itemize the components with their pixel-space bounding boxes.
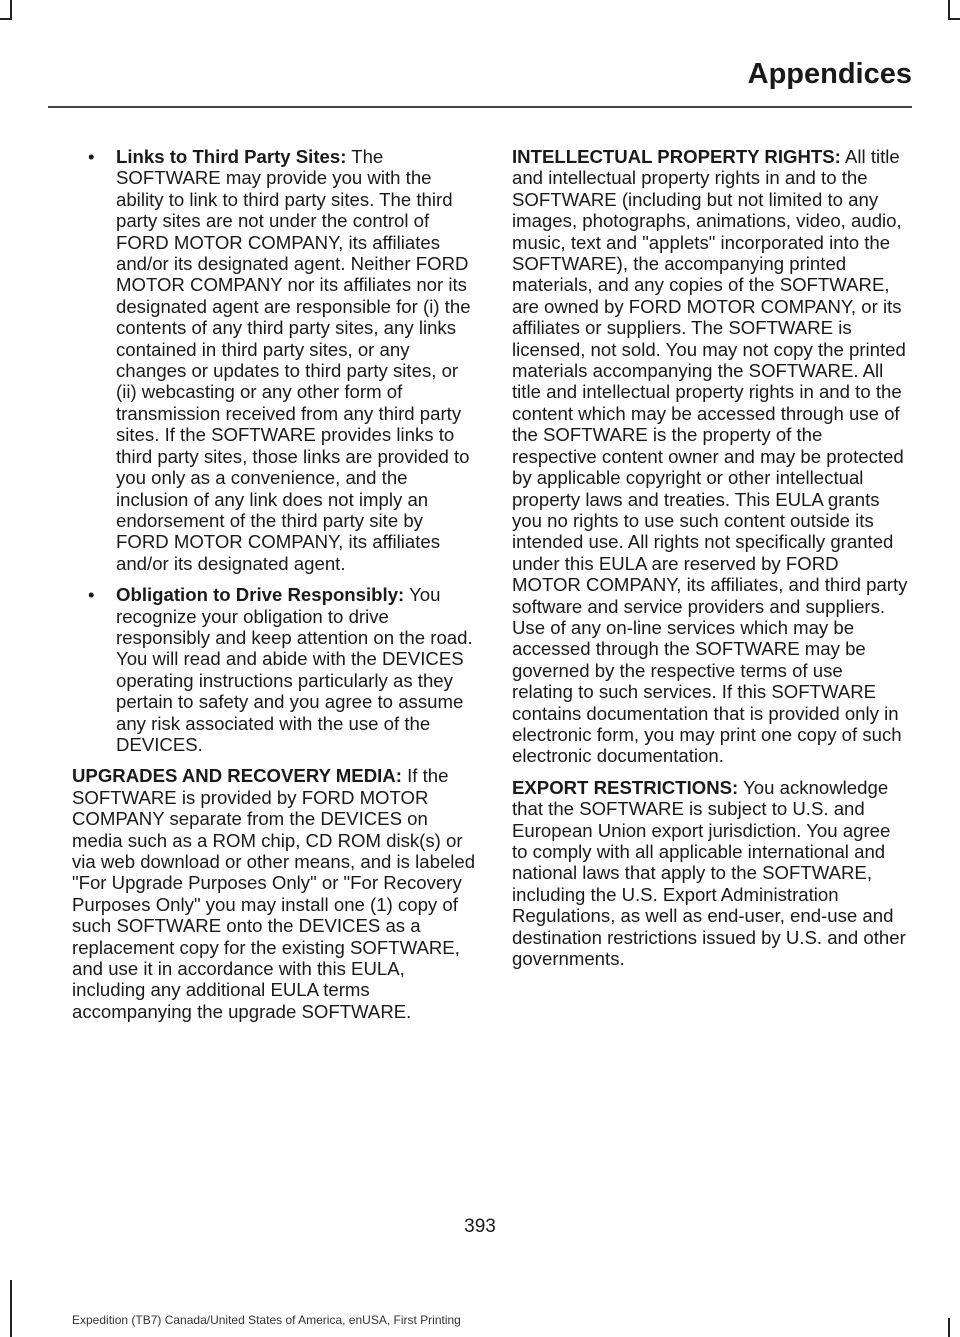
crop-mark-bottom-left [10, 1280, 12, 1337]
header-divider [48, 106, 912, 108]
bullet-item [72, 146, 476, 574]
section-heading: UPGRADES AND RECOVERY MEDIA: [72, 765, 402, 787]
bullet-dot: • [88, 146, 95, 167]
section-heading: INTELLECTUAL PROPERTY RIGHTS: [512, 146, 841, 167]
section-intellectual-property [512, 146, 908, 767]
left-column [72, 146, 476, 1032]
footer-edition-text: Expedition (TB7) Canada/United States of America, enUSA, First Printing [72, 1313, 461, 1327]
bullet-heading: Links to Third Party Sites: [116, 146, 347, 167]
section-upgrades [72, 765, 476, 1022]
crop-mark-top-right [948, 0, 950, 20]
section-text: If the SOFTWARE is provided by FORD MOTOR COMPANY separate from the DEVICES on media such as a ROM chip, CD ROM disk(s) or via web download or other means, and is labeled "For Upgrade Purposes Only" or "For Recovery Purposes Only" you may install one (1) copy of such SOFTWARE onto the DEVICES as a replacement copy for the existing SOFTWARE, and use it in accordance with this EULA, including any additional EULA terms accompanying the upgrade SOFTWARE. [72, 765, 476, 1022]
section-heading: EXPORT RESTRICTIONS: [512, 776, 739, 798]
page-number: 393 [464, 1216, 496, 1237]
section-export-restrictions [512, 777, 908, 970]
bullet-text: You recognize your obligation to drive responsibly and keep attention on the road. You will read and abide with the DEVICES operating instructions particularly as they pertain to safety and you agree to assume any risk associated with the use of the DEVICES. [116, 584, 473, 755]
section-text: All title and intellectual property rights in and to the SOFTWARE (including but not limited to any images, photographs, animations, video, audio, music, text and "applets" incorporated into the SOFTWARE), the accompanying printed materials, and any copies of the SOFTWARE, are owned by FORD MOTOR COMPANY, or its affiliates or suppliers. The SOFTWARE is licensed, not sold. You may not copy the printed materials accompanying the SOFTWARE. All title and intellectual property rights in and to the content which may be accessed through use of the SOFTWARE is the property of the respective content owner and may be protected by applicable copyright or other intellectual property laws and treaties. This EULA grants you no rights to use such content outside its intended use. All rights not specifically granted under this EULA are reserved by FORD MOTOR COMPANY, its affiliates, and third party software and service providers and suppliers. Use of any on-line services which may be accessed through the SOFTWARE may be governed by the respective terms of use relating to such services. If this SOFTWARE contains documentation that is provided only in electronic form, you may print one copy of such electronic documentation. [512, 146, 908, 767]
bullet-dot: • [88, 584, 95, 606]
bullet-heading: Obligation to Drive Responsibly: [116, 584, 405, 606]
crop-mark-bottom-right [948, 1318, 950, 1337]
right-column [512, 146, 908, 979]
crop-mark-top-right-h [948, 18, 960, 20]
bullet-item [72, 584, 476, 755]
crop-mark-top-left-h [0, 18, 12, 20]
page-title: Appendices [747, 58, 912, 90]
crop-mark-top-left [10, 0, 12, 20]
section-text: You acknowledge that the SOFTWARE is subject to U.S. and European Union export jurisdiction. You agree to comply with all applicable international and national laws that apply to the SOFTWARE, including the U.S. Export Administration Regulations, as well as end-user, end-use and destination restrictions issued by U.S. and other governments. [512, 776, 906, 970]
bullet-text: The SOFTWARE may provide you with the ability to link to third party sites. The third party sites are not under the control of FORD MOTOR COMPANY, its affiliates and/or its designated agent. Neither FORD MOTOR COMPANY nor its affiliates nor its designated agent are responsible for (i) the contents of any third party sites, any links contained in third party sites, or any changes or updates to third party sites, or (ii) webcasting or any other form of transmission received from any third party sites. If the SOFTWARE provides links to third party sites, those links are provided to you only as a convenience, and the inclusion of any link does not imply an endorsement of the third party site by FORD MOTOR COMPANY, its affiliates and/or its designated agent. [116, 146, 471, 574]
